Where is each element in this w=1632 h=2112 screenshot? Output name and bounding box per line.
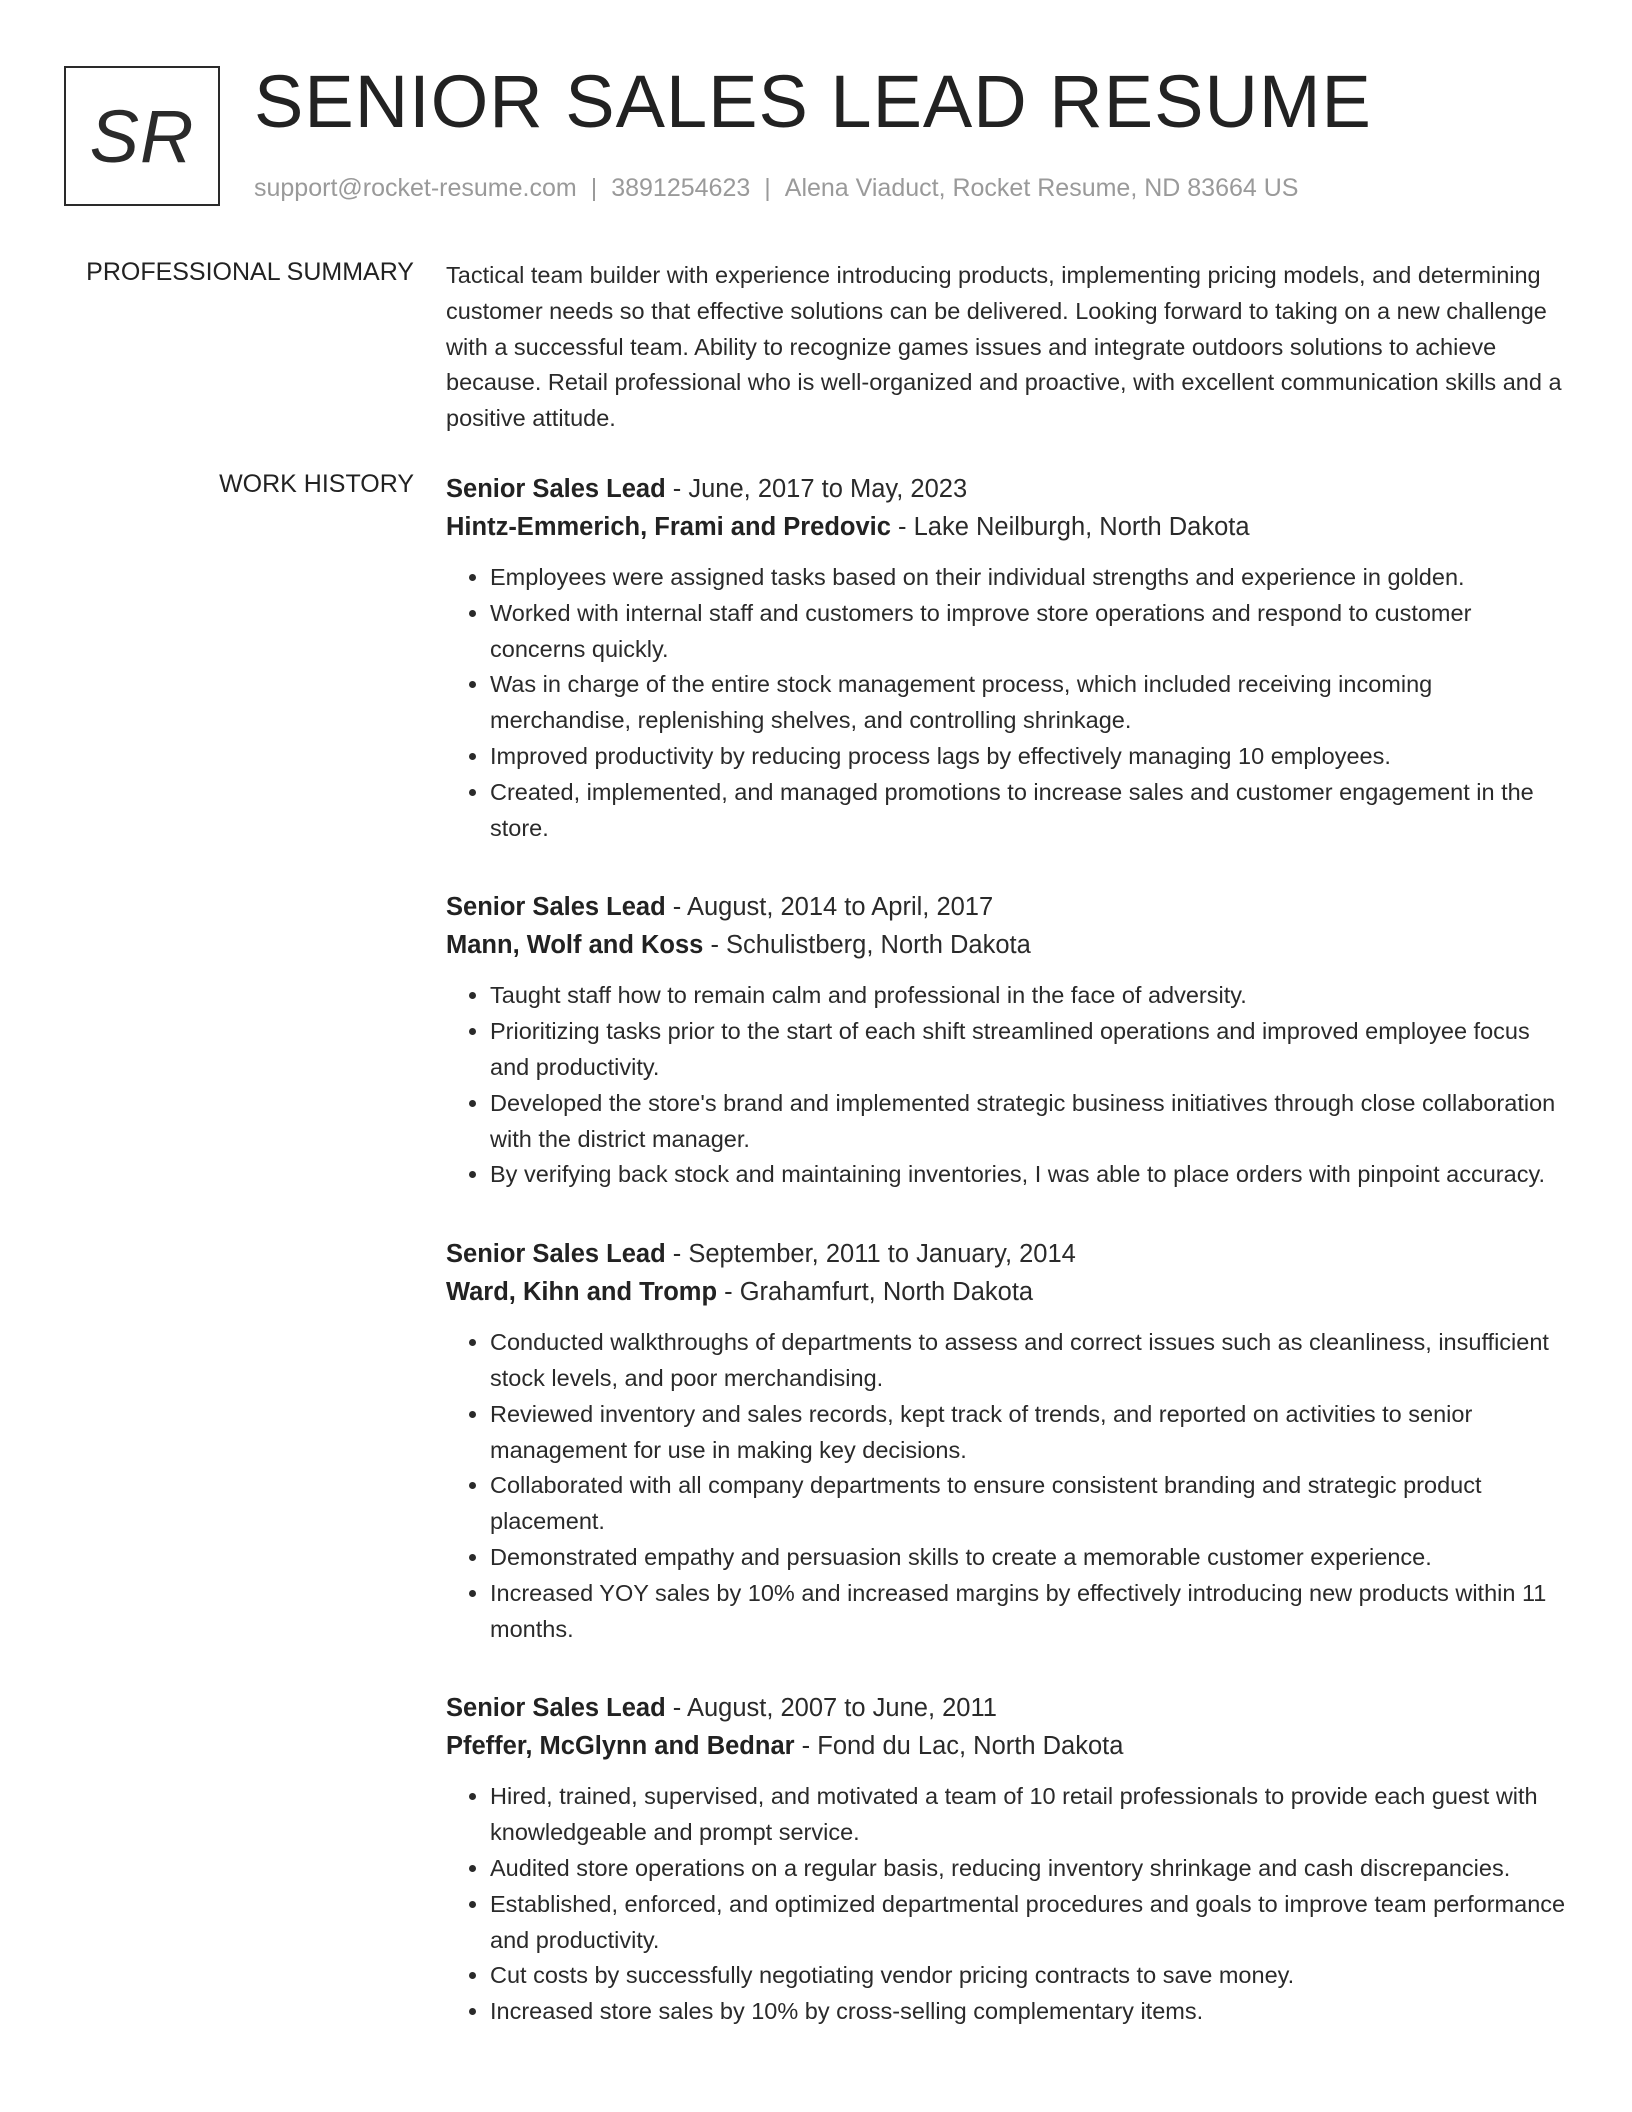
job-title-line: [446, 1235, 1566, 1273]
job-bullet: • Created, implemented, and managed promotions to increase sales and customer engagement in the store.: [490, 775, 1566, 847]
work-history-list: [446, 470, 1566, 2072]
job-dates: - August, 2014 to April, 2017: [665, 893, 994, 922]
job-title: Senior Sales Lead: [446, 893, 666, 922]
job-bullet: • Employees were assigned tasks based on their individual strengths and experience in golden.: [490, 560, 1566, 596]
job-company-line: [446, 1727, 1566, 1765]
summary-heading: PROFESSIONAL SUMMARY: [86, 258, 414, 286]
job-bullets: [446, 1325, 1566, 1647]
job-company-line: [446, 1273, 1566, 1311]
job-company: Hintz-Emmerich, Frami and Predovic: [446, 513, 891, 541]
monogram-logo: SR: [64, 66, 220, 206]
job-company: Mann, Wolf and Koss: [446, 931, 704, 960]
job-bullets: [446, 978, 1566, 1193]
job-bullet: • Hired, trained, supervised, and motivated a team of 10 retail professionals to provide each guest with knowledgeable and prompt service.: [490, 1779, 1566, 1851]
job-company-line: [446, 926, 1566, 964]
job-bullet: • Was in charge of the entire stock management process, which included receiving incoming merchandise, replenishing shelves, and controlling shrinkage.: [490, 667, 1566, 739]
page-title: SENIOR SALES LEAD RESUME: [254, 60, 1372, 143]
job-title: Senior Sales Lead: [446, 1694, 666, 1723]
job-bullet: • Improved productivity by reducing process lags by effectively managing 10 employees.: [490, 739, 1566, 775]
job-dates: - September, 2011 to January, 2014: [665, 1240, 1076, 1269]
job-location: - Lake Neilburgh, North Dakota: [890, 513, 1250, 541]
job-bullet: • Established, enforced, and optimized departmental procedures and goals to improve team performance and productivity.: [490, 1887, 1566, 1959]
job-company: Pfeffer, McGlynn and Bednar: [446, 1732, 795, 1761]
job-location: - Grahamfurt, North Dakota: [717, 1278, 1034, 1307]
job-title-line: [446, 1689, 1566, 1727]
work-history-heading: WORK HISTORY: [219, 470, 414, 498]
contact-phone: 3891254623: [611, 174, 751, 202]
job-dates: - June, 2017 to May, 2023: [665, 475, 968, 503]
job-bullet: • Collaborated with all company departments to ensure consistent branding and strategic product placement.: [490, 1468, 1566, 1540]
job-title: Senior Sales Lead: [446, 1240, 666, 1269]
job-bullet: • Worked with internal staff and customers to improve store operations and respond to customer concerns quickly.: [490, 596, 1566, 668]
job-dates: - August, 2007 to June, 2011: [665, 1694, 997, 1723]
contact-address: Alena Viaduct, Rocket Resume, ND 83664 US: [784, 174, 1299, 202]
job-bullet: • Cut costs by successfully negotiating vendor pricing contracts to save money.: [490, 1958, 1566, 1994]
job-bullets: [446, 560, 1566, 846]
job-entry: [446, 470, 1566, 846]
contact-separator: |: [590, 174, 598, 202]
contact-email: support@rocket-resume.com: [254, 174, 577, 202]
job-bullet: • Conducted walkthroughs of departments to assess and correct issues such as cleanliness, insufficient stock levels, and poor merchandising.: [490, 1325, 1566, 1397]
job-company: Ward, Kihn and Tromp: [446, 1278, 718, 1307]
job-entry: [446, 1235, 1566, 1647]
job-location: - Schulistberg, North Dakota: [703, 931, 1031, 960]
job-bullet: • Audited store operations on a regular basis, reducing inventory shrinkage and cash discrepancies.: [490, 1851, 1566, 1887]
job-title: Senior Sales Lead: [446, 475, 666, 503]
job-bullet: • Increased store sales by 10% by cross-selling complementary items.: [490, 1994, 1566, 2030]
job-bullet: • Reviewed inventory and sales records, kept track of trends, and reported on activities to senior management for use in making key decisions.: [490, 1397, 1566, 1469]
job-bullet: • Demonstrated empathy and persuasion skills to create a memorable customer experience.: [490, 1540, 1566, 1576]
job-bullet: • Increased YOY sales by 10% and increased margins by effectively introducing new products within 11 months.: [490, 1576, 1566, 1648]
job-bullet: • Prioritizing tasks prior to the start of each shift streamlined operations and improved employee focus and productivity.: [490, 1014, 1566, 1086]
summary-text: Tactical team builder with experience introducing products, implementing pricing models, and determining customer needs so that effective solutions can be delivered. Looking forward to taking on a new challenge with a successful team. Ability to recognize games issues and integrate outdoors solutions to achieve because. Retail professional who is well-organized and proactive, with excellent communication skills and a positive attitude.: [446, 262, 1562, 432]
contact-separator: |: [764, 174, 771, 202]
contact-line: [254, 174, 1298, 203]
job-title-line: [446, 888, 1566, 926]
job-entry: [446, 888, 1566, 1193]
job-location: - Fond du Lac, North Dakota: [794, 1732, 1124, 1761]
job-entry: [446, 1689, 1566, 2030]
job-bullet: • Taught staff how to remain calm and professional in the face of adversity.: [490, 978, 1566, 1014]
job-bullets: [446, 1779, 1566, 2030]
job-title-line: [446, 470, 1566, 508]
job-bullet: • Developed the store's brand and implemented strategic business initiatives through close collaboration with the district manager.: [490, 1086, 1566, 1158]
job-bullet: • By verifying back stock and maintaining inventories, I was able to place orders with pinpoint accuracy.: [490, 1157, 1566, 1193]
job-company-line: [446, 508, 1566, 546]
